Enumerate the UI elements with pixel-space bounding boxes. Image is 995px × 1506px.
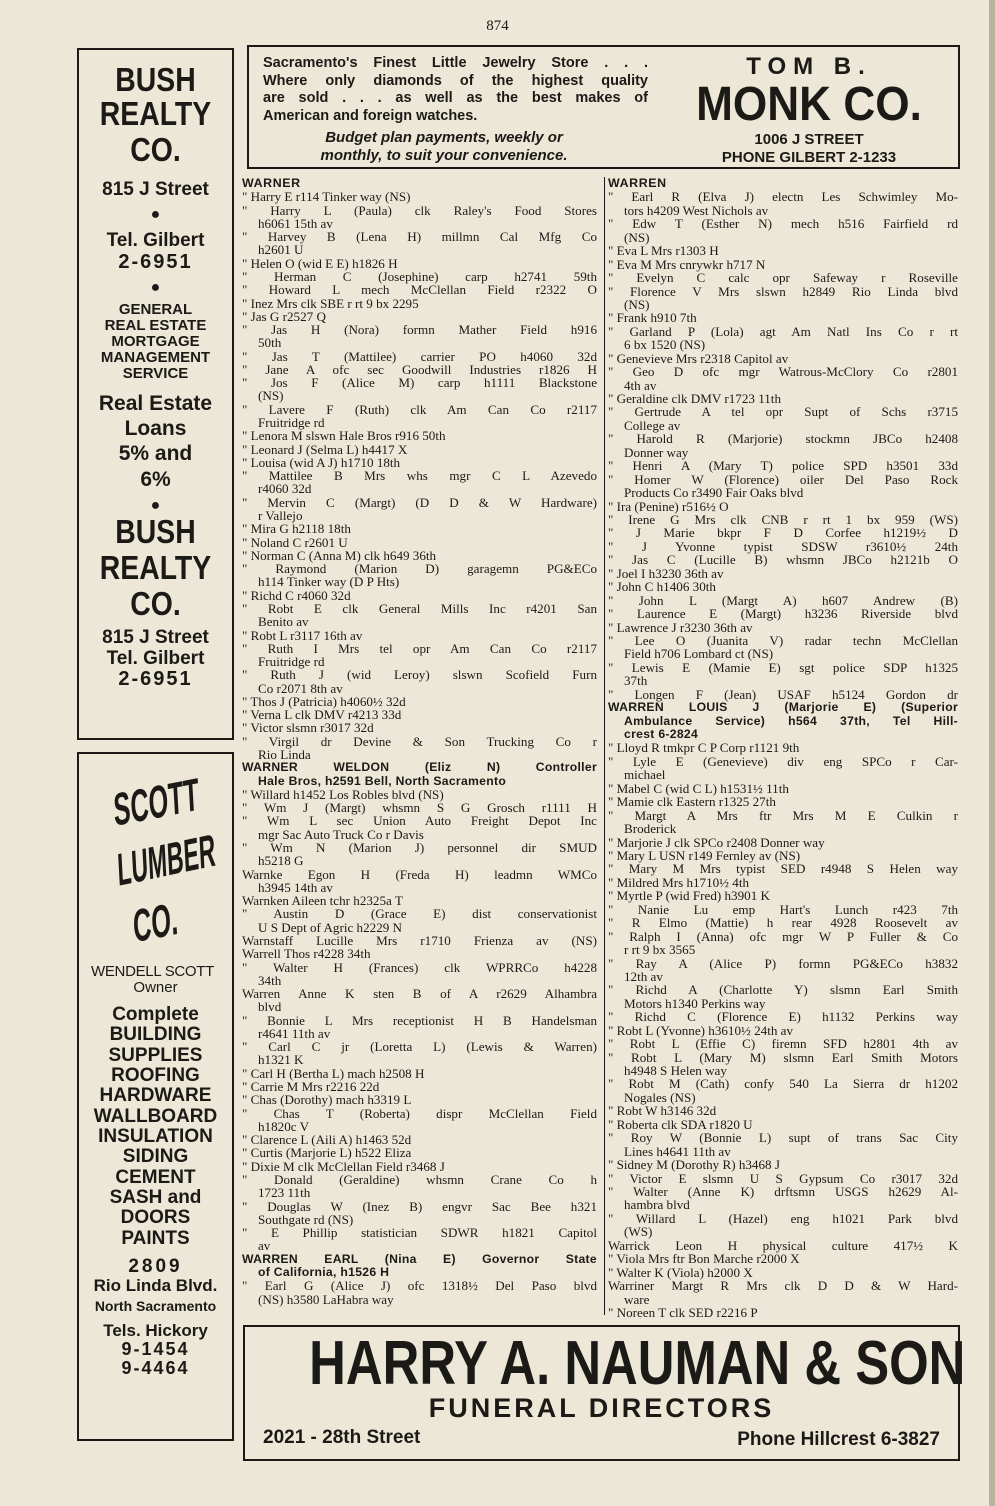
listing-heading: WARNER WELDON (Eliz N) Controller (242, 760, 597, 775)
scott-product-1: Complete (112, 1004, 199, 1026)
nauman-name: HARRY A. NAUMAN & SON (309, 1329, 966, 1398)
listing-line: r Vallejo (258, 508, 303, 523)
listing-line: " Ralph I (Anna) ofc mgr W P Fuller & Co (608, 928, 958, 944)
listing-line: " Geraldine clk DMV r1723 11th (608, 391, 781, 407)
listing-line: " Victor E slsmn U S Gypsum Co r3017 32d (608, 1170, 958, 1186)
bush-name-3: CO. (130, 131, 181, 168)
listing-line: h4948 S Helen way (624, 1063, 727, 1079)
page-edge (989, 0, 995, 1506)
scott-address-3: North Sacramento (94, 1297, 217, 1314)
listing-heading: Hale Bros, h2591 Bell, North Sacramento (258, 773, 507, 788)
listing-line: " Marjorie J clk SPCo r2408 Donner way (608, 834, 825, 850)
listing-line: " Howard L mech McClellan Field r2322 O (242, 282, 597, 298)
listing-line: " Noreen T clk SED r2216 P (608, 1304, 758, 1320)
nauman-address: 2021 - 28th Street (263, 1427, 421, 1448)
monk-jewelry-ad (247, 45, 960, 169)
scott-lumber-logo (79, 754, 232, 964)
page-number: 874 (486, 18, 509, 34)
nauman-subtitle: FUNERAL DIRECTORS (428, 1393, 775, 1423)
listing-line: h114 Tinker way (D P Hts) (258, 574, 400, 590)
scott-tel-1: 9-1454 (121, 1338, 190, 1359)
monk-firm-block (659, 51, 959, 167)
bush-name2-1: BUSH (115, 513, 196, 551)
listing-line: " Henri A (Mary T) police SPD h3501 33d (608, 458, 958, 474)
listing-line: " J Yvonne typist SDSW r3610½ 24th (608, 538, 958, 554)
listing-line: " John L (Margt A) h607 Andrew (B) (608, 592, 958, 608)
listing-line: " Lavere F (Ruth) clk Am Can Co r2117 (242, 401, 597, 417)
listing-line: h5218 G (258, 853, 304, 869)
listing-line: " Carl H (Bertha L) mach h2508 H (242, 1065, 425, 1081)
listing-line: " Victor slsmn r3017 32d (242, 720, 374, 736)
listing-line: 6 bx 1520 (NS) (624, 337, 706, 353)
listing-line: " Chas T (Roberta) dispr McClellan Field (242, 1105, 597, 1121)
scott-tel-2: 9-4464 (121, 1357, 190, 1378)
listing-line: Fruitridge rd (258, 654, 325, 670)
listing-line: " J Marie bkpr F D Corfee h1219½ D (608, 525, 958, 541)
scott-tels-label: Tels. Hickory (103, 1320, 208, 1340)
listing-line: Donner way (624, 444, 689, 460)
monk-address: 1006 J STREET (754, 131, 864, 148)
listing-line: " Mildred Mrs h1710½ 4th (608, 874, 750, 890)
listing-line: " Ira (Penine) r516½ O (608, 498, 729, 514)
listing-line: " Donald (Geraldine) whsmn Crane Co h (242, 1172, 597, 1187)
bush-tel-number-2: 2-6951 (118, 668, 193, 691)
listing-line: " Lawrence J r3230 36th av (608, 619, 753, 635)
listing-line: " Mervin C (Margt) (D D & W Hardware) (242, 494, 597, 510)
listing-line: Benito av (258, 614, 309, 630)
listing-line: " Lloyd R tmkpr C P Corp r1121 9th (608, 740, 800, 756)
scott-product-6: WALLBOARD (93, 1105, 218, 1127)
listing-line: " Homer W (Florence) oiler Del Paso Rock (608, 471, 958, 487)
jewelry-line-4: American and foreign watches. (263, 107, 478, 124)
listing-line: " Leonard J (Selma L) h4417 X (242, 441, 408, 457)
bush-tel-label: Tel. Gilbert (106, 230, 205, 252)
listing-line: " Bonnie L Mrs receptionist H B Handelsman (242, 1012, 597, 1028)
listing-line: " Myrtle P (wid Fred) h3901 K (608, 888, 770, 904)
bush-service-3: MORTGAGE (111, 333, 200, 351)
listing-line: " Joel I h3230 36th av (608, 565, 724, 581)
listing-line: r rt 9 bx 3565 (624, 942, 696, 958)
listing-line: " Earl R (Elva J) electn Les Schwimley Mo- (608, 189, 958, 205)
listing-line: " Jas C (Lucille B) whsmn JBCo h2121b O (608, 552, 958, 568)
listing-line: " Robt L r3117 16th av (242, 627, 363, 643)
listing-line: Warriner Margt R Mrs clk D D & W Hard- (608, 1278, 958, 1294)
listing-line: h6061 15th av (258, 215, 333, 231)
budget-line-2: monthly, to suit your convenience. (320, 147, 568, 164)
bush-service-4: MANAGEMENT (100, 349, 211, 367)
listing-line: av (258, 1238, 271, 1254)
listing-line: 34th (258, 972, 282, 988)
listing-line: " Ruth I Mrs tel opr Am Can Co r2117 (242, 640, 597, 656)
listing-line: " Louisa (wid A J) h1710 18th (242, 454, 401, 470)
listing-line: 12th av (624, 968, 663, 984)
listing-line: " Austin D (Grace E) dist conservationist (242, 906, 597, 922)
scott-owner-name: WENDELL SCOTT (90, 963, 215, 980)
jewelry-line-2: Where only diamonds of the highest quality (263, 72, 648, 89)
listing-line: h2601 U (258, 242, 304, 258)
listing-heading: WARREN LOUIS J (Marjorie E) (Superior (608, 700, 958, 715)
listing-line: " Genevieve Mrs r2318 Capitol av (608, 350, 789, 366)
listing-line: mgr Sac Auto Truck Co r Davis (258, 826, 424, 842)
listing-line: " Edw T (Esther N) mech h516 Fairfield rd (608, 216, 958, 232)
listing-line: " Thos J (Patricia) h4060½ 32d (242, 693, 406, 709)
listing-line: h1820c V (258, 1118, 310, 1134)
listing-line: " Harvey B (Lena H) millmn Cal Mfg Co (242, 229, 597, 245)
listing-line: " Eva M Mrs cnrywkr h717 N (608, 256, 766, 272)
listing-line: " Robt L (Effie C) firemn SFD h2801 4th av (608, 1036, 958, 1052)
listing-line: " Jos F (Alice M) carp h1111 Blackstone (242, 375, 597, 391)
listing-line: Lines h4641 11th av (624, 1143, 731, 1159)
monk-firm-top: TOM B. (746, 53, 872, 80)
bush-bullet-2: ● (150, 279, 161, 297)
listing-line: r4641 11th av (258, 1025, 331, 1041)
bush-service-2: REAL ESTATE (104, 317, 207, 335)
scott-owner-title: Owner (133, 979, 178, 997)
monk-firm-name: MONK CO. (696, 78, 922, 131)
listing-line: " Lee O (Juanita V) radar techn McClellan (608, 632, 958, 648)
listing-line: " John C h1406 30th (608, 579, 716, 595)
listing-line: 37th (624, 673, 648, 689)
listing-line: " Wm J (Margt) whsmn S G Grosch r1111 H (242, 800, 597, 816)
listing-line: " E Phillip statistician SDWR h1821 Capitol (242, 1225, 597, 1241)
scott-product-9: CEMENT (115, 1166, 196, 1188)
listing-line: " Nanie Lu emp Hart's Lunch r423 7th (608, 901, 958, 917)
listing-line: Warrick Leon H physical culture 417½ K (608, 1237, 958, 1253)
bush-loans-2: Loans (124, 416, 187, 440)
bush-loans-1: Real Estate (98, 391, 213, 415)
listing-line: ware (624, 1291, 650, 1307)
listing-line: " Lyle E (Genevieve) div eng SPCo r Car- (608, 753, 958, 769)
listing-line: Fruitridge rd (258, 415, 325, 431)
scott-address-1: 2809 (128, 1256, 183, 1278)
bush-realty-ad (77, 48, 234, 740)
listing-line: " Harold R (Marjorie) stockmn JBCo h2408 (608, 431, 958, 447)
listing-line: " Richd C (Florence E) h1132 Perkins way (608, 1009, 958, 1025)
bush-tel-number: 2-6951 (118, 250, 193, 273)
listing-line: " Geo D ofc mgr Watrous-McClory Co r2801 (608, 364, 958, 380)
listing-line: " Curtis (Marjorie L) h522 Eliza (242, 1145, 412, 1161)
listing-line: " Walter K (Viola) h2000 X (608, 1264, 753, 1280)
listing-line: (WS) (624, 1224, 653, 1240)
scott-address-2: Rio Linda Blvd. (93, 1276, 218, 1296)
listing-line: Products Co r3490 Fair Oaks blvd (624, 485, 804, 501)
bush-service-5: SERVICE (122, 365, 189, 383)
listing-line: " Longen F (Jean) USAF h5124 Gordon dr (608, 686, 958, 702)
listing-line: College av (624, 417, 681, 433)
nauman-funeral-ad (243, 1325, 966, 1461)
listing-line: " Carrie M Mrs r2216 22d (242, 1079, 380, 1095)
listing-line: " Frank h910 7th (608, 310, 697, 326)
bush-name-2: REALTY (99, 95, 212, 132)
listing-line: (NS) h3580 LaHabra way (258, 1291, 394, 1307)
listing-line: " Robt L (Mary M) slsmn Earl Smith Motors (608, 1049, 958, 1065)
listing-line: " Harry L (Paula) clk Raley's Food Stores (242, 202, 597, 218)
listing-line: " Chas (Dorothy) mach h3319 L (242, 1092, 412, 1108)
listing-line: (NS) (624, 296, 650, 312)
listing-line: " Richd C r4060 32d (242, 587, 351, 603)
scott-product-3: SUPPLIES (108, 1044, 203, 1066)
bush-address: 815 J Street (102, 179, 209, 200)
listing-column-right (608, 176, 958, 1320)
listing-line: " Lenora M slswn Hale Bros r916 50th (242, 428, 446, 444)
bush-tel-label-2: Tel. Gilbert (106, 647, 205, 669)
listing-line: " R Elmo (Mattie) h rear 4928 Roosevelt av (608, 915, 958, 931)
column-divider (604, 177, 605, 1315)
listing-line: Rio Linda (258, 747, 311, 763)
bush-bullet-3: ● (150, 497, 161, 515)
listing-line: Warren Anne K sten B of A r2629 Alhambra (242, 986, 597, 1002)
budget-line-1: Budget plan payments, weekly or (325, 129, 563, 146)
listing-line: Co r2071 8th av (258, 680, 343, 696)
bush-name2-3: CO. (130, 585, 181, 623)
listing-line: " Viola Mrs ftr Bon Marche r2000 X (608, 1251, 800, 1267)
listing-line: " Mira G h2118 18th (242, 521, 351, 537)
scott-product-12: PAINTS (121, 1227, 190, 1249)
scott-product-7: INSULATION (98, 1126, 213, 1148)
listing-line: " Carl C jr (Loretta L) (Lewis & Warren) (242, 1039, 597, 1055)
listing-line: Warrell Thos r4228 34th (242, 946, 371, 962)
listing-line: " Noland C r2601 U (242, 534, 348, 550)
listing-line: " Verna L clk DMV r4213 33d (242, 707, 402, 723)
listing-line: Warnstaff Lucille Mrs r1710 Frienza av (NS) (242, 932, 597, 948)
listing-line: " Robt W h3146 32d (608, 1103, 717, 1119)
listing-line: " Walter (Anne K) drftsmn USGS h2629 Al- (608, 1184, 958, 1199)
listing-line: " Robt L (Yvonne) h3610½ 24th av (608, 1022, 794, 1038)
listing-line: 50th (258, 335, 282, 351)
listing-line: " Garland P (Lola) agt Am Natl Ins Co r rt (608, 323, 958, 339)
listing-line: h1321 K (258, 1052, 304, 1068)
listing-line: " Roy W (Bonnie L) supt of trans Sac City (608, 1130, 958, 1146)
listing-line: " Mattilee B Mrs whs mgr C L Azevedo (242, 468, 597, 484)
listing-line: h3945 14th av (258, 879, 333, 895)
listing-line: " Laurence E (Margt) h3236 Riverside blvd (608, 606, 958, 622)
listing-line: michael (624, 767, 666, 783)
listing-line: " Sidney M (Dorothy R) h3468 J (608, 1157, 780, 1173)
listing-line: 1723 11th (258, 1185, 311, 1201)
listing-line: " Lewis E (Mamie E) sgt police SDP h1325 (608, 659, 958, 675)
listing-line: " Helen O (wid E E) h1826 H (242, 255, 398, 271)
scott-logo-1: SCOTT (112, 767, 201, 836)
scott-logo-3: CO. (131, 891, 180, 953)
scott-lumber-ad (77, 752, 234, 1441)
listing-line: " Jas G r2527 Q (242, 308, 326, 324)
listing-line: (NS) (258, 388, 284, 404)
listing-line: Motors h1340 Perkins way (624, 995, 766, 1011)
bush-name2-2: REALTY (99, 549, 212, 587)
listing-line: " Willard h1452 Los Robles blvd (NS) (242, 786, 444, 802)
listing-heading: of California, h1526 H (258, 1264, 390, 1279)
listing-line: " Florence V Mrs slswn h2849 Rio Linda blvd (608, 283, 958, 299)
listing-line: " Jane A ofc sec Goodwill Industries r1826 H (242, 361, 597, 377)
listing-line: " Ruth J (wid Leroy) slswn Scofield Furn (242, 667, 597, 683)
listing-line: " Dixie M clk McClellan Field r3468 J (242, 1158, 445, 1174)
listing-line: " Inez Mrs clk SBE r rt 9 bx 2295 (242, 295, 419, 311)
listing-line: r4060 32d (258, 481, 312, 497)
listing-line: blvd (258, 999, 282, 1015)
listing-line: " Norman C (Anna M) clk h649 36th (242, 547, 437, 563)
scott-product-5: HARDWARE (99, 1085, 212, 1107)
listing-line: " Mabel C (wid C L) h1531½ 11th (608, 780, 789, 796)
listing-line: " Eva L Mrs r1303 H (608, 243, 719, 259)
bush-bullet-1: ● (150, 206, 161, 224)
listing-line: U S Dept of Agric h2229 N (258, 919, 403, 935)
monk-phone: PHONE GILBERT 2-1233 (721, 149, 897, 166)
listing-heading: Ambulance Service) h564 37th, Tel Hill- (624, 713, 958, 728)
listing-line: tors h4209 West Nichols av (624, 202, 769, 218)
jewelry-line-3: are sold . . . as well as the best makes of (263, 90, 648, 106)
scott-product-8: SIDING (122, 1146, 189, 1168)
listing-line: " Clarence L (Aili A) h1463 52d (242, 1132, 412, 1148)
listing-line: (NS) (624, 229, 650, 245)
listing-line: 4th av (624, 377, 657, 393)
listing-line: " Ray A (Alice P) formn PG&ECo h3832 (608, 955, 958, 971)
listing-line: " Harry E r114 Tinker way (NS) (242, 189, 411, 205)
listing-line: " Robt M (Cath) confy 540 La Sierra dr h1202 (608, 1076, 958, 1092)
bush-loans-4: 6% (140, 467, 171, 491)
listing-line: " Robt E clk General Mills Inc r4201 San (242, 600, 597, 616)
jewelry-line-1: Sacramento's Finest Little Jewelry Store . . . (263, 55, 648, 71)
listing-line: " Mamie clk Eastern r1325 27th (608, 794, 776, 810)
jewelry-budget-text (279, 129, 609, 165)
listing-line: " Raymond (Marion D) garagemn PG&ECo (242, 561, 597, 577)
scott-product-11: DOORS (120, 1207, 191, 1229)
listing-line: " Jas T (Mattilee) carrier PO h4060 32d (242, 348, 597, 364)
listing-line: " Douglas W (Inez B) engvr Sac Bee h321 (242, 1198, 597, 1214)
listing-line: " Margt A Mrs ftr Mrs M E Culkin r (608, 807, 958, 823)
listing-line: Broderick (624, 821, 677, 837)
bush-name-1: BUSH (115, 61, 196, 98)
listing-line: Field h706 Lombard ct (NS) (624, 646, 774, 662)
listing-line: " Earl G (Alice J) ofc 1318½ Del Paso blvd (242, 1278, 597, 1294)
listing-line: " Jas H (Nora) formn Mather Field h916 (242, 322, 597, 338)
nauman-phone: Phone Hillcrest 6-3827 (737, 1429, 940, 1450)
listing-line: " Mary M Mrs typist SED r4948 S Helen way (608, 861, 958, 877)
listing-line: " Wm L sec Union Auto Freight Depot Inc (242, 813, 597, 829)
listing-line: Southgate rd (NS) (258, 1211, 354, 1227)
listing-heading: WARREN EARL (Nina E) Governor State (242, 1251, 597, 1266)
listing-line: " Gertrude A tel opr Supt of Schs r3715 (608, 404, 958, 420)
bush-service-1: GENERAL (118, 301, 193, 319)
listing-line: Nogales (NS) (624, 1089, 696, 1105)
scott-logo-2: LUMBER (116, 823, 217, 896)
listing-heading: WARNER (242, 176, 301, 190)
jewelry-description (263, 55, 648, 125)
listing-heading: WARREN (608, 176, 667, 190)
listing-column-left (242, 177, 597, 1317)
bush-address-2: 815 J Street (102, 627, 209, 649)
listing-line: " Irene G Mrs clk CNB r rt 1 bx 959 (WS) (608, 512, 958, 527)
listing-line: " Wm N (Marion J) personnel dir SMUD (242, 840, 597, 855)
listing-line: " Virgil dr Devine & Son Trucking Co r (242, 733, 597, 749)
scott-product-10: SASH and (109, 1187, 202, 1209)
scott-product-2: BUILDING (109, 1024, 202, 1046)
listing-line: " Walter H (Frances) clk WPRRCo h4228 (242, 959, 597, 975)
listing-line: " Willard L (Hazel) eng h1021 Park blvd (608, 1210, 958, 1226)
listing-heading: crest 6-2824 (624, 727, 699, 742)
listing-line: " Mary L USN r149 Fernley av (NS) (608, 848, 801, 863)
bush-loans-3: 5% and (118, 442, 193, 466)
listing-line: " Richd A (Charlotte Y) slsmn Earl Smith (608, 982, 958, 998)
scott-product-4: ROOFING (111, 1065, 200, 1087)
listing-line: " Roberta clk SDA r1820 U (608, 1116, 753, 1132)
listing-line: hambra blvd (624, 1197, 690, 1213)
listing-line: " Herman C (Josephine) carp h2741 59th (242, 268, 597, 284)
listing-line: Warnken Aileen tchr h2325a T (242, 893, 403, 909)
listing-line: Warnke Egon H (Freda H) leadmn WMCo (242, 866, 597, 882)
listing-line: " Evelyn C calc opr Safeway r Roseville (608, 270, 958, 286)
